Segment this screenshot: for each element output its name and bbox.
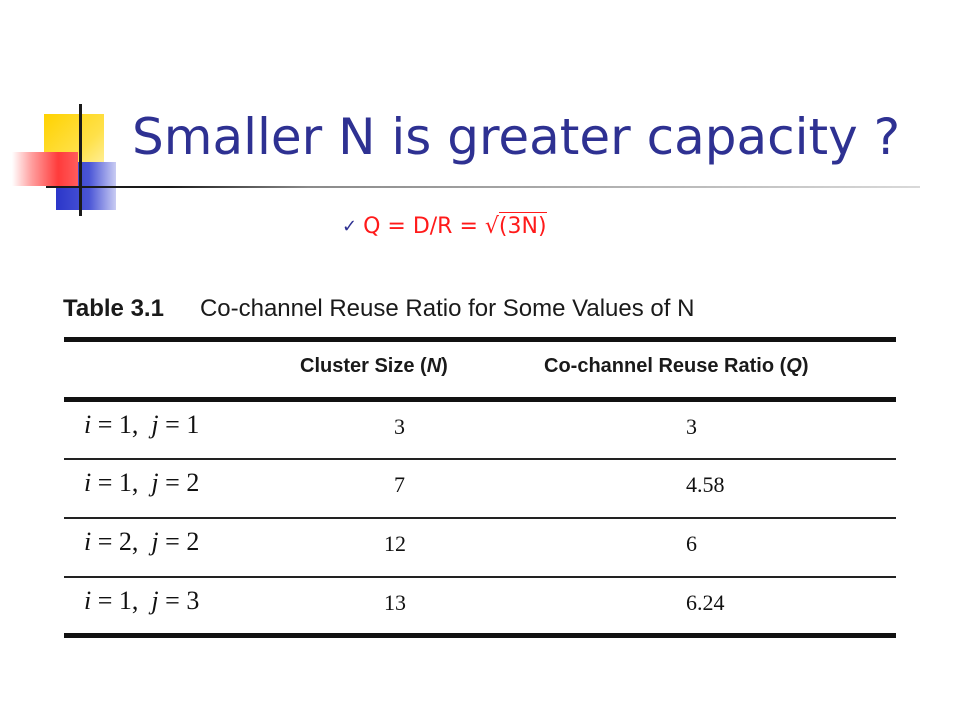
table-cell-reuse-ratio: 6 [686, 531, 697, 556]
header-reuse-ratio-text: Co-channel Reuse Ratio ( [544, 355, 787, 377]
table-cell-cluster-size: 13 [384, 590, 406, 615]
table-row-divider [64, 517, 896, 519]
table-row-divider [64, 576, 896, 578]
table-row-label: i = 1, j = 1 [84, 410, 200, 439]
table-cell-cluster-size: 12 [384, 531, 406, 556]
header-reuse-ratio-var: Q [786, 355, 802, 377]
table-cell-reuse-ratio: 3 [686, 414, 697, 439]
slide-title: Smaller N is greater capacity ? [132, 108, 901, 166]
table-caption-text: Co-channel Reuse Ratio for Some Values of N [199, 295, 695, 322]
table-caption [63, 295, 694, 323]
table-row-label: i = 2, j = 2 [84, 527, 200, 556]
table-number: Table 3.1 [63, 295, 164, 322]
table-cell-reuse-ratio: 6.24 [686, 590, 725, 615]
deco-red-bar [12, 152, 78, 186]
table-top-rule [64, 337, 896, 342]
table-cell-cluster-size: 3 [394, 414, 405, 439]
header-cluster-size-var: N [426, 355, 442, 377]
header-cluster-size-suffix: ) [441, 355, 448, 377]
formula-bullet [342, 214, 547, 239]
deco-vertical-line [79, 104, 82, 216]
header-reuse-ratio-suffix: ) [801, 355, 809, 377]
formula-text: Q = D/R = √ [363, 214, 499, 239]
table-cell-reuse-ratio: 4.58 [686, 472, 725, 497]
header-cluster-size-text: Cluster Size ( [300, 355, 427, 377]
table-row-divider [64, 458, 896, 460]
formula-radicand: (3N) [498, 214, 547, 239]
table-row-label: i = 1, j = 2 [84, 468, 200, 497]
table-header-rule [64, 397, 896, 402]
title-underline [46, 186, 920, 188]
header-reuse-ratio [544, 355, 809, 378]
header-cluster-size [300, 355, 448, 378]
table-bottom-rule [64, 633, 896, 638]
checkmark-icon: ✓ [342, 216, 358, 237]
table-cell-cluster-size: 7 [394, 472, 405, 497]
table-row-label: i = 1, j = 3 [84, 586, 200, 615]
